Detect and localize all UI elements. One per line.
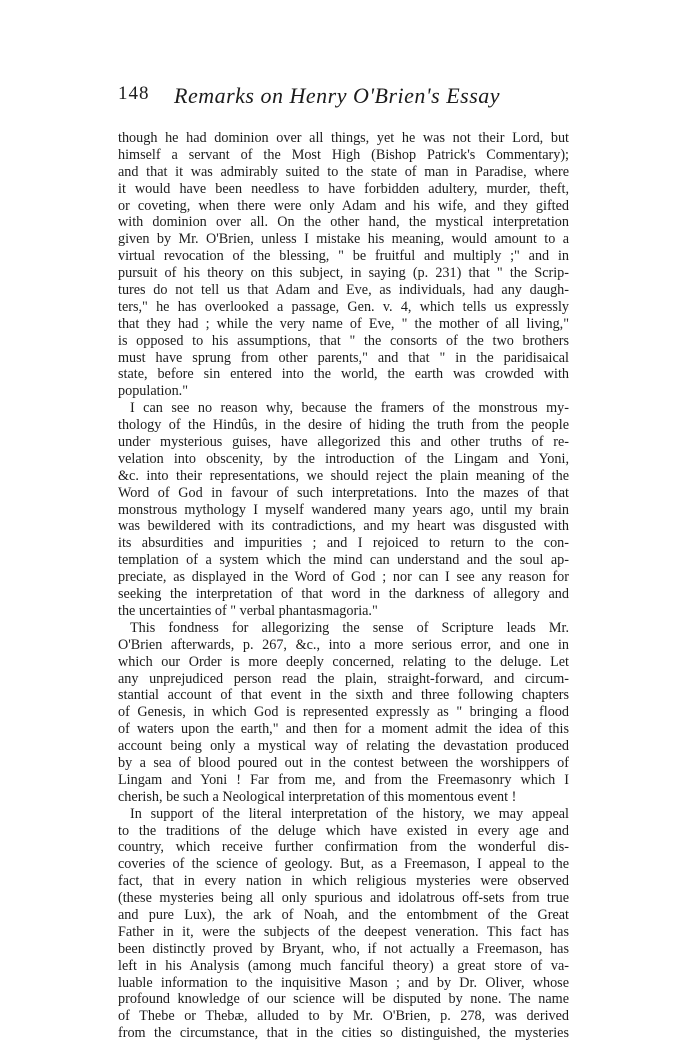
text-line: under mysterious guises, have allegorized this and other truths of re-: [118, 434, 569, 451]
text-line: velation into obscenity, by the introduction of the Lingam and Yoni,: [118, 450, 569, 467]
text-line: virtual revocation of the blessing, " be fruitful and multiply ;" and in: [118, 248, 569, 265]
text-line: by a sea of blood poured out in the contest between the worshippers of: [118, 754, 569, 771]
text-line: been distinctly proved by Bryant, who, if not actually a Freemason, has: [118, 940, 569, 957]
text-line: any unprejudiced person read the plain, straight-forward, and circum-: [118, 670, 569, 687]
text-line: Word of God in favour of such interpretations. Into the mazes of that: [118, 484, 569, 501]
text-line: though he had dominion over all things, yet he was not their Lord, but: [118, 130, 569, 146]
text-line: This fondness for allegorizing the sense of Scripture leads Mr.: [130, 619, 569, 636]
text-line: seeking the interpretation of that word in the darkness of allegory and: [118, 586, 569, 603]
text-line: was bewildered with its contradictions, and my heart was disgusted with: [118, 518, 569, 535]
text-line: ters," he has overlooked a passage, Gen. v. 4, which tells us expressly: [118, 298, 569, 315]
text-line: it would have been needless to have forbidden adultery, murder, theft,: [118, 180, 569, 197]
text-line: account being only a mystical way of relating the devastation produced: [118, 738, 569, 755]
text-line: its absurdities and impurities ; and I rejoiced to return to the con-: [118, 535, 569, 552]
text-line: population.": [118, 383, 189, 400]
text-line: that they had ; while the very name of Eve, " the mother of all living,": [118, 315, 569, 332]
text-line: from the circumstance, that in the cities so distinguished, the mysteries: [118, 1025, 569, 1042]
text-line: O'Brien afterwards, p. 267, &c., into a more serious error, and one in: [118, 636, 569, 653]
running-title: Remarks on Henry O'Brien's Essay: [174, 83, 501, 108]
text-line: given by Mr. O'Brien, unless I mistake his meaning, would amount to a: [118, 231, 569, 248]
text-line: (these mysteries being all only spurious and idolatrous off-sets from true: [118, 890, 569, 907]
text-line: profound knowledge of our science will be disputed by none. The name: [118, 991, 569, 1008]
text-line: tures do not tell us that Adam and Eve, as individuals, had any daugh-: [118, 282, 569, 299]
text-line: monstrous mythology I myself wandered many years ago, until my brain: [118, 501, 569, 518]
text-line: and that it was admirably suited to the state of man in Paradise, where: [118, 163, 569, 180]
text-line: preciate, as displayed in the Word of God ; nor can I see any reason for: [118, 569, 569, 586]
text-line: which our Order is more deeply concerned, relating to the deluge. Let: [118, 653, 569, 670]
text-line: the uncertainties of " verbal phantasmagoria.": [118, 602, 378, 619]
text-line: In support of the literal interpretation of the history, we may appeal: [130, 805, 569, 822]
text-line: Lingam and Yoni ! Far from me, and from the Freemasonry which I: [118, 771, 569, 788]
text-line: must have sprung from other parents," and that " in the paridisaical: [118, 349, 569, 366]
text-line: with dominion over all. On the other hand, the mystical interpretation: [118, 214, 569, 231]
text-line: is opposed to his assumptions, that " the consorts of the two brothers: [118, 332, 569, 349]
text-line: of Thebe or Thebæ, alluded to by Mr. O'Brien, p. 278, was derived: [118, 1008, 569, 1025]
text-line: I can see no reason why, because the framers of the monstrous my-: [130, 400, 569, 417]
text-line: cherish, be such a Neological interpretation of this momentous event !: [118, 788, 517, 805]
text-line: and pure Lux), the ark of Noah, and the entombment of the Great: [118, 906, 569, 923]
text-line: or coveting, when there were only Adam and his wife, and they gifted: [118, 197, 569, 214]
text-line: fact, that in every nation in which religious mysteries were observed: [118, 873, 569, 890]
text-line: stantial account of that event in the sixth and three following chapters: [118, 687, 569, 704]
text-line: coveries of the science of geology. But, as a Freemason, I appeal to the: [118, 856, 569, 873]
text-line: state, before sin entered into the world, the earth was crowded with: [118, 366, 569, 383]
text-line: &c. into their representations, we should reject the plain meaning of the: [118, 467, 569, 484]
text-line: templation of a system which the mind can understand and the soul ap-: [118, 552, 569, 569]
text-line: pursuit of his theory on this subject, in saying (p. 231) that " the Scrip-: [118, 265, 569, 282]
body-text: [118, 130, 569, 1042]
text-line: of Genesis, in which God is represented expressly as " bringing a flood: [118, 704, 569, 721]
text-line: to the traditions of the deluge which have existed in every age and: [118, 822, 569, 839]
text-line: country, which receive further confirmation from the wonderful dis-: [118, 839, 569, 856]
text-line: luable information to the inquisitive Mason ; and by Dr. Oliver, whose: [118, 974, 569, 991]
page-number: 148: [118, 83, 150, 104]
text-line: himself a servant of the Most High (Bishop Patrick's Commentary);: [118, 146, 569, 163]
text-line: Father in it, were the subjects of the deepest veneration. This fact has: [118, 923, 569, 940]
page-header: [118, 83, 578, 115]
text-line: left in his Analysis (among much fanciful theory) a great store of va-: [118, 957, 569, 974]
text-line: of waters upon the earth," and then for a moment admit the idea of this: [118, 721, 569, 738]
text-line: thology of the Hindûs, in the desire of hiding the truth from the people: [118, 417, 569, 434]
